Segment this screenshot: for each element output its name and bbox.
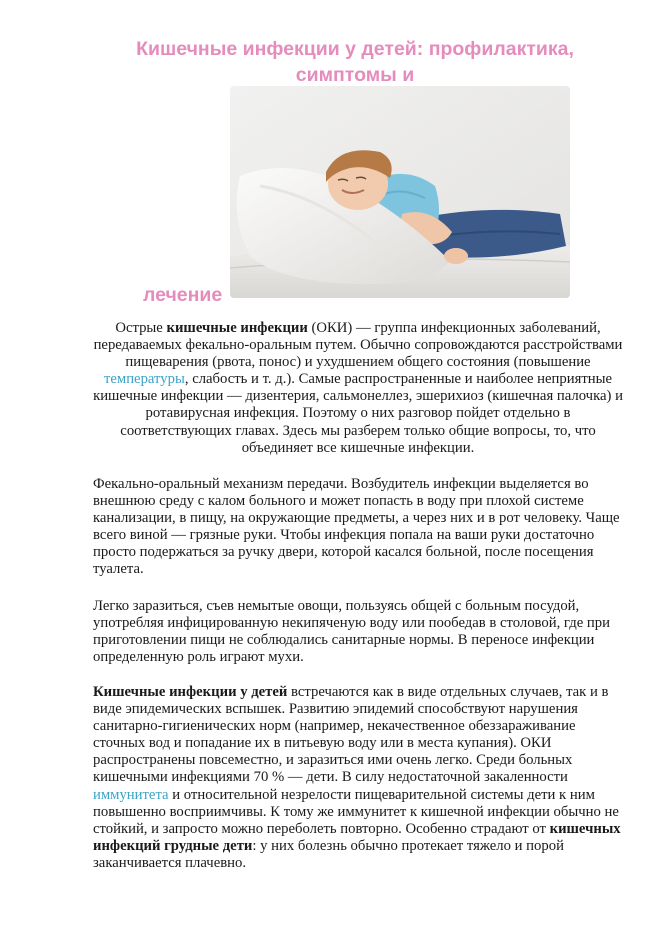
article-title-line-2: симптомы и [295,64,415,86]
paragraph-intro [93,320,623,457]
paragraph-children-text: и относительной незрелости пищеварительной системы дети к ним повышенно восприимчивы. К тому же иммунитет к кишечной инфекции обычно не стойкий, и запросто можно переболеть повторно. Особенно страдают от [93,786,619,837]
article-title-line-1: Кишечные инфекции у детей: профилактика, [136,38,574,60]
paragraph-infection-ways: Легко заразиться, съев немытые овощи, пользуясь общей с больным посудой, употребляя инфицированную некипяченую воду или пообедав в столовой, где при приготовлении пищи не соблюдались санитарные нормы. В переносе инфекции определенную роль играют мухи. [93,598,610,666]
paragraph-intro-text: (ОКИ) — группа инфекционных заболеваний, передаваемых фекально-оральным путем. Обычно сопровождаются расстройствами пищеварения (рвота, понос) и ухудшением общего состояния (повышение [93,320,623,371]
bold-term-children-infections: Кишечные инфекции у детей [93,684,288,700]
paragraph-children-text: : у них болезнь обычно протекает тяжело и порой заканчивается плачевно. [93,837,564,871]
paragraph-intro-text: , слабость и т. д.). Самые распространенные и наиболее неприятные кишечные инфекции — дизентерия, сальмонеллез, эшерихиоз (кишечная палочка) и ротавирусная инфекция. Поэтому о них разговор пойдет отдельно в соответствующих главах. Здесь мы разберем только общие вопросы, то, что объединяет все кишечные инфекции. [93,371,623,456]
child-on-pillow-illustration [230,86,570,298]
paragraph-intro-text: Острые [115,320,167,336]
hero-photo [230,86,570,298]
paragraph-children [93,684,623,872]
link-temperature[interactable]: температуры [103,371,185,388]
bold-term-intestinal-infections: кишечные инфекции [166,320,308,336]
paragraph-transmission: Фекально-оральный механизм передачи. Возбудитель инфекции выделяется во внешнюю среду с калом больного и может попасть в воду при плохой системе канализации, в пищу, на окружающие предметы, а через них и в рот человеку. Чаще всего виной — грязные руки. Чтобы инфекция попала на ваши руки достаточно просто подержаться за ручку двери, которой касался больной, после посещения туалета. [93,476,620,578]
paragraph-children-text: встречаются как в виде отдельных случаев, так и в виде эпидемических вспышек. Развитию эпидемий способствуют нарушения санитарно-гигиенических норм (например, некачественное обеззараживание сточных вод и попадание их в питьевую воду или в места купания). ОКИ распространены повсеместно, и заразиться ими очень легко. Среди больных кишечными инфекциями 70 % — дети. В силу недостаточной закаленности [93,684,609,786]
link-immunity[interactable]: иммунитета [93,786,169,803]
article-title [60,36,650,88]
article-title-tail: лечение [143,284,223,306]
bold-term-infants: кишечных инфекций грудные дети [93,820,621,854]
